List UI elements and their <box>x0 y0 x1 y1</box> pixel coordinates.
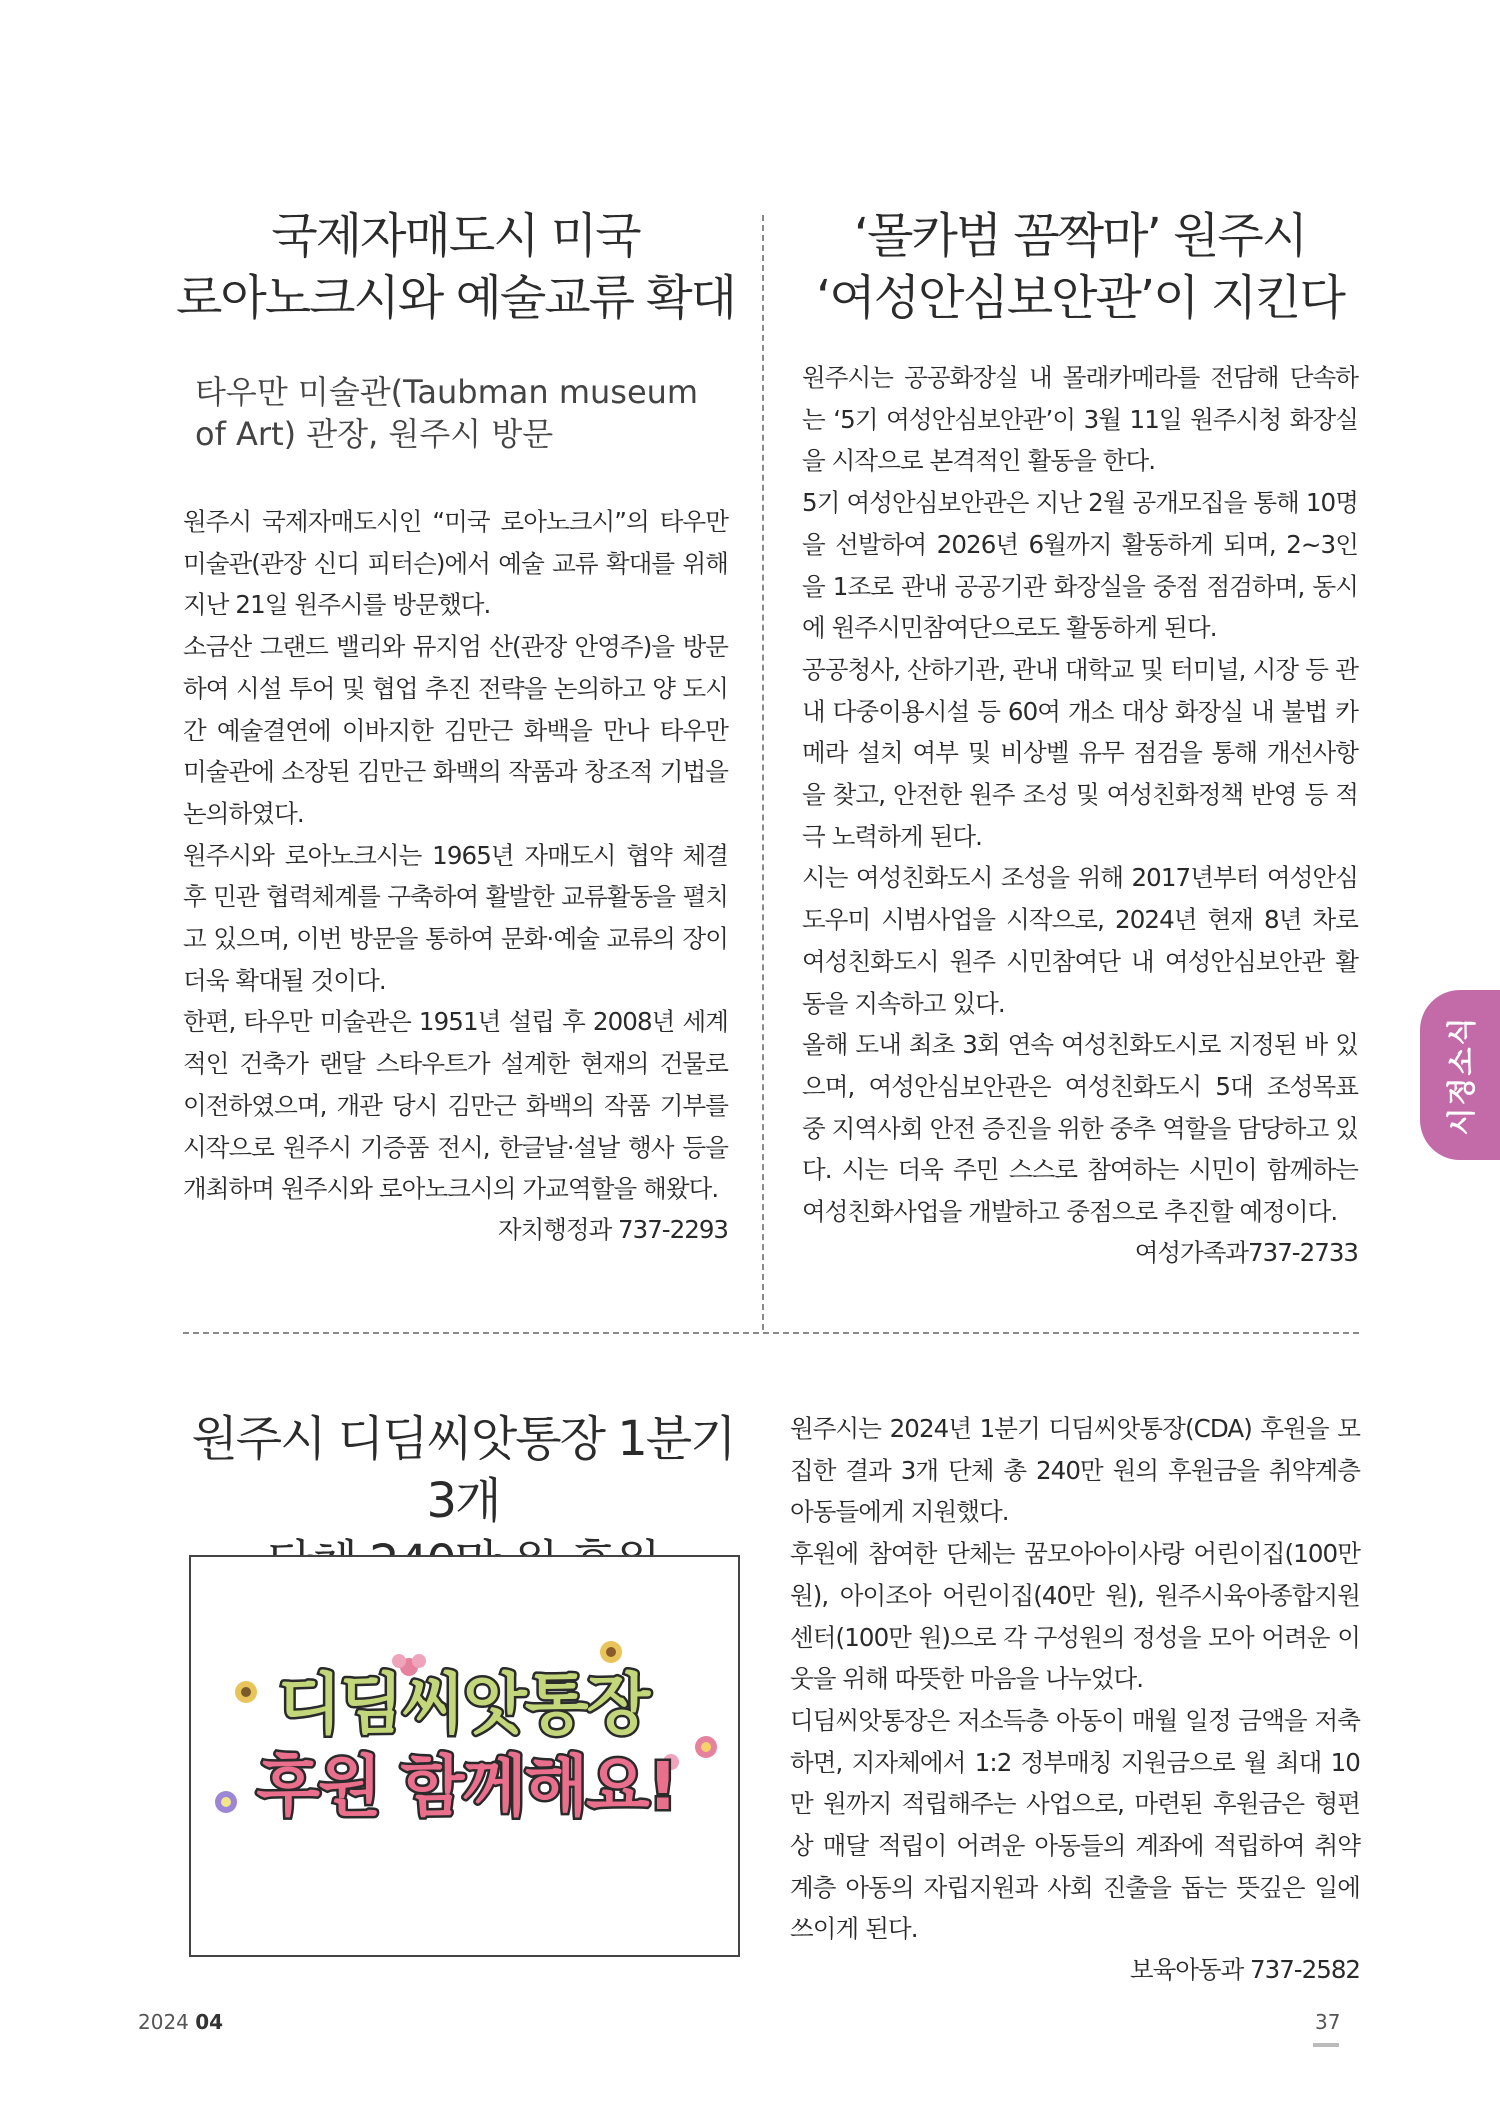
article-subtitle: 타우만 미술관(Taubman museum of Art) 관장, 원주시 방문 <box>195 373 699 453</box>
column-divider-top <box>762 215 764 1330</box>
paragraph: 소금산 그랜드 밸리와 뮤지엄 산(관장 안영주)을 방문하여 시설 투어 및 협업 추진 전략을 논의하고 양 도시 간 예술결연에 이바지한 김만근 화백을 만나 타우만 미술관에 소장된 김만근 화백의 작품과 창조적 기법을 논의하였다. <box>183 632 728 828</box>
footer-issue <box>138 2010 223 2034</box>
article-title: 국제자매도시 미국 로아노크시와 예술교류 확대 <box>176 208 735 326</box>
section-divider <box>183 1332 1359 1334</box>
article-didim-body <box>790 1408 1360 1990</box>
paragraph: 원주시와 로아노크시는 1965년 자매도시 협약 체결 후 민관 협력체계를 구축하여 활발한 교류활동을 펼치고 있으며, 이번 방문을 통하여 문화·예술 교류의 장이 더욱 확대될 것이다. <box>183 840 728 995</box>
paragraph: 원주시는 공공화장실 내 몰래카메라를 전담해 단속하는 ‘5기 여성안심보안관’이 3월 11일 원주시청 화장실을 시작으로 본격적인 활동을 한다. <box>802 363 1358 476</box>
paragraph: 디딤씨앗통장은 저소득층 아동이 매월 일정 금액을 저축하면, 지자체에서 1:2 정부매칭 지원금으로 월 최대 10만 원까지 적립해주는 사업으로, 마련된 후원금은 형편상 매달 적립이 어려운 아동들의 계좌에 적립하여 취약계층 아동의 자립지원과 사회 진출을 돕는 뜻깊은 일에 쓰이게 된다. <box>790 1705 1360 1944</box>
didim-campaign-graphic <box>191 1557 738 1955</box>
flower-icon <box>600 1641 622 1663</box>
campaign-text-line1: 디딤씨앗통장 <box>277 1666 649 1743</box>
paragraph: 공공청사, 산하기관, 관내 대학교 및 터미널, 시장 등 관내 다중이용시설 등 60여 개소 대상 화장실 내 불법 카메라 설치 여부 및 비상벨 유무 점검을 통해 개선사항 을 찾고, 안전한 원주 조성 및 여성친화정책 반영 등 적극 노력하게 된다. <box>802 654 1358 851</box>
paragraph: 원주시 국제자매도시인 “미국 로아노크시”의 타우만 미술관(관장 신디 피터슨)에서 예술 교류 확대를 위해 지난 21일 원주시를 방문했다. <box>183 507 728 620</box>
paragraph: 후원에 참여한 단체는 꿈모아아이사랑 어린이집(100만 원), 아이조아 어린이집(40만 원), 원주시육아종합지원센터(100만 원)으로 각 구성원의 정성을 모아 어려운 이웃을 위해 따뜻한 마음을 나누었다. <box>790 1539 1360 1694</box>
didim-campaign-image <box>189 1555 740 1957</box>
article-sister-city <box>176 205 735 1250</box>
article-title: ‘몰카범 꼼짝마’ 원주시 ‘여성안심보안관’이 지킨다 <box>816 208 1344 326</box>
campaign-text-line2: 후원 함께해요! <box>256 1748 676 1825</box>
paragraph: 한편, 타우만 미술관은 1951년 설립 후 2008년 세계적인 건축가 랜달 스타우트가 설계한 현재의 건물로 이전하였으며, 개관 당시 김만근 화백의 작품 기부를 시작으로 원주시 기증품 전시, 한글날·설날 행사 등을 개최하며 원주시와 로아노크시의 가교역할을 해왔다. <box>183 1007 728 1204</box>
footer-year: 2024 <box>138 2010 189 2034</box>
article-safety-guard <box>802 205 1358 1273</box>
contact-info: 자치행정과 737-2293 <box>497 1214 728 1244</box>
contact-info: 보육아동과 737-2582 <box>1129 1955 1360 1985</box>
contact-info: 여성가족과737-2733 <box>1134 1237 1358 1267</box>
article-body <box>790 1408 1360 1950</box>
page-number: 37 <box>1315 2010 1341 2034</box>
flower-icon <box>235 1681 257 1703</box>
section-tab-label: 시정소식 <box>1444 1014 1479 1136</box>
article-body <box>802 357 1358 1233</box>
paragraph: 원주시는 2024년 1분기 디딤씨앗통장(CDA) 후원을 모집한 결과 3개 단체 총 240만 원의 후원금을 취약계층 아동들에게 지원했다. <box>790 1414 1360 1527</box>
flower-icon <box>695 1736 717 1758</box>
page-number-underline <box>1313 2043 1339 2047</box>
footer-month: 04 <box>195 2010 224 2034</box>
article-body <box>183 501 728 1210</box>
article-didim-title: 원주시 디딤씨앗통장 1분기 3개 <box>191 1411 735 1529</box>
flower-icon <box>215 1791 237 1813</box>
paragraph: 올해 도내 최초 3회 연속 여성친화도시로 지정된 바 있으며, 여성안심보안관은 여성친화도시 5대 조성목표 중 지역사회 안전 증진을 위한 중추 역할을 담당하고 있다. 시는 더욱 주민 스스로 참여하는 시민이 함께하는 여성친화사업을 개발하고 중점으로 추진할 예정이다. <box>802 1030 1358 1227</box>
paragraph: 5기 여성안심보안관은 지난 2월 공개모집을 통해 10명을 선발하여 2026년 6월까지 활동하게 되며, 2~3인을 1조로 관내 공공기관 화장실을 중점 점검하며, 동시에 원주시민참여단으로도 활동하게 된다. <box>802 488 1358 643</box>
section-tab <box>1420 990 1500 1160</box>
paragraph: 시는 여성친화도시 조성을 위해 2017년부터 여성안심도우미 시범사업을 시작으로, 2024년 현재 8년 차로 여성친화도시 원주 시민참여단 내 여성안심보안관 활동을 지속하고 있다. <box>802 863 1358 1018</box>
